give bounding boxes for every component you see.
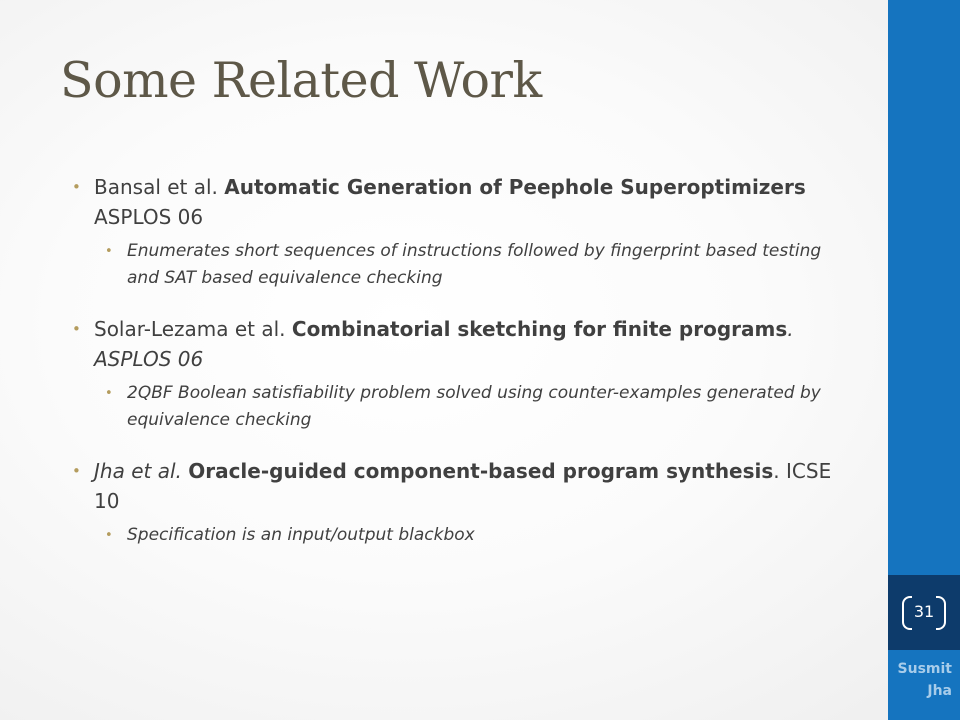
bullet-icon: • (105, 244, 113, 259)
item-paper-title: Combinatorial sketching for finite programs (291, 317, 788, 341)
sub-bullet-text: 2QBF Boolean satisfiability problem solved using counter-examples generated by equivalence checking (127, 383, 821, 430)
item-paper-title: Automatic Generation of Peephole Superoptimizers (224, 175, 806, 199)
sub-bullet-text: Enumerates short sequences of instructions followed by fingerprint based testing and SAT based equivalence checking (127, 241, 822, 288)
sub-bullet-text: Specification is an input/output blackbox (127, 525, 475, 545)
related-work-item-bansal (70, 172, 850, 292)
sub-bullet (105, 380, 850, 434)
bullet-list (70, 172, 850, 549)
right-brace-icon (936, 596, 946, 630)
author-first-name: Susmit (897, 661, 952, 677)
related-work-item-jha (70, 456, 850, 549)
bullet-icon: • (105, 528, 113, 543)
page-number (902, 592, 946, 632)
related-work-item-solar-lezama (70, 314, 850, 434)
left-brace-icon (902, 596, 912, 630)
sidebar (888, 0, 960, 720)
item-paper-title: Oracle-guided component-based program synthesis (188, 459, 774, 483)
page-number-panel (888, 575, 960, 650)
bullet-icon: • (72, 462, 81, 480)
item-authors: Jha et al. (94, 459, 189, 483)
author-last-name: Jha (927, 683, 952, 699)
page-number-text: 31 (913, 602, 935, 621)
author-name (888, 658, 952, 702)
bullet-icon: • (72, 320, 81, 338)
sub-bullet (105, 522, 850, 549)
item-authors: Solar-Lezama et al. (94, 317, 292, 341)
slide-title: Some Related Work (60, 52, 542, 109)
item-venue: ASPLOS 06 (94, 205, 204, 229)
item-venue: . ICSE 10 (94, 459, 832, 513)
bullet-icon: • (105, 386, 113, 401)
item-authors: Bansal et al. (94, 175, 225, 199)
item-venue: . ASPLOS 06 (94, 317, 794, 371)
sub-bullet (105, 238, 850, 292)
bullet-icon: • (72, 178, 81, 196)
